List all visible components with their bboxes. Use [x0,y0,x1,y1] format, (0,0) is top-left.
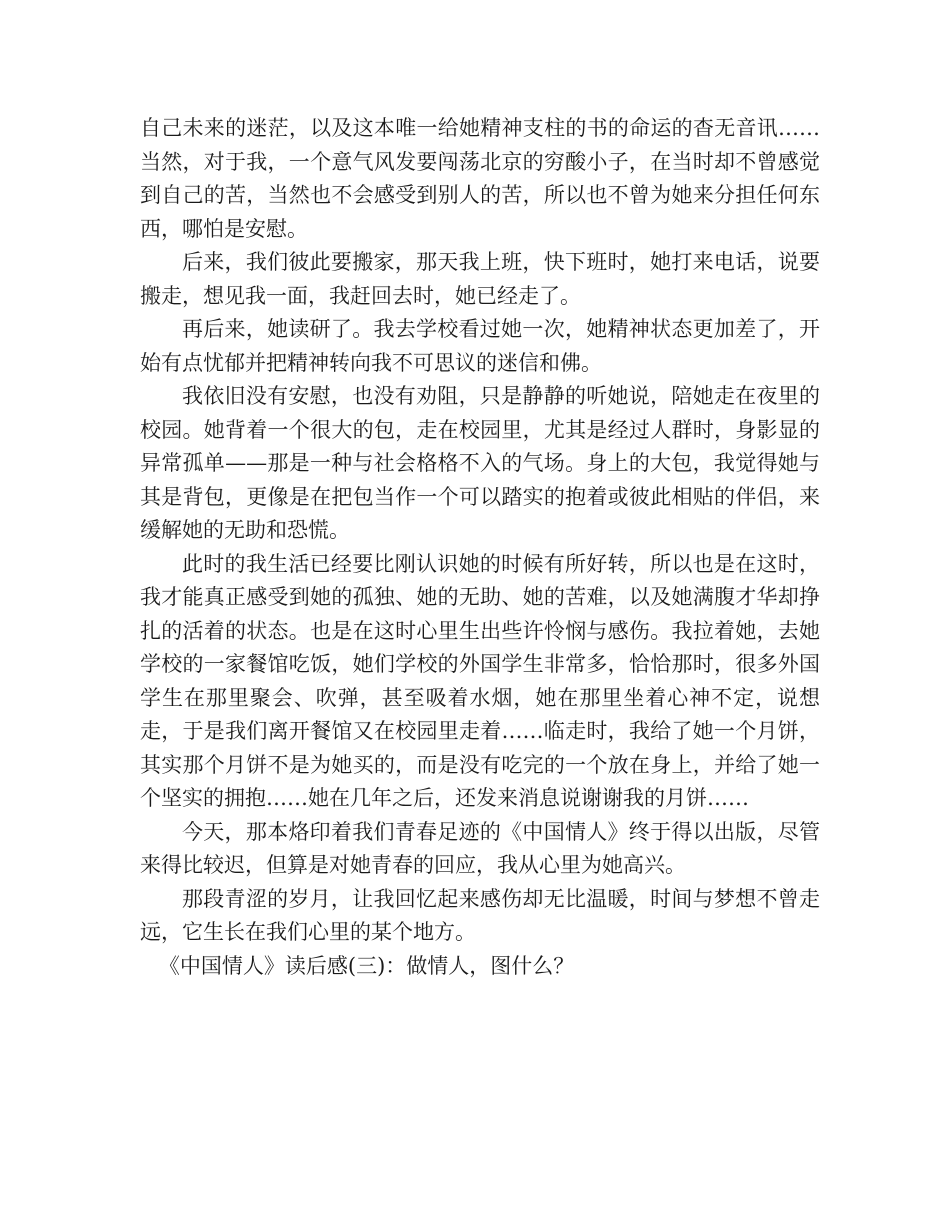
section-heading: 《中国情人》读后感(三)：做情人，图什么？ [158,953,575,978]
body-text [140,112,820,983]
paragraph-5: 此时的我生活已经要比刚认识她的时候有所好转，所以也是在这时，我才能真正感受到她的孤独、她的无助、她的苦难，以及她满腹才华却挣扎的活着的状态。也是在这时心里生出些许怜悯与感伤。我拉着她，去她学校的一家餐馆吃饭，她们学校的外国学生非常多，恰恰那时，很多外国学生在那里聚会、吹弹，甚至吸着水烟，她在那里坐着心神不定，说想走，于是我们离开餐馆又在校园里走着……临走时，我给了她一个月饼，其实那个月饼不是为她买的，而是没有吃完的一个放在身上，并给了她一个坚实的拥抱……她在几年之后，还发来消息说谢谢我的月饼…… [140,551,820,810]
paragraph-7: 那段青涩的岁月，让我回忆起来感伤却无比温暖，时间与梦想不曾走远，它生长在我们心里的某个地方。 [140,886,820,944]
paragraph-3: 再后来，她读研了。我去学校看过她一次，她精神状态更加差了，开始有点忧郁并把精神转向我不可思议的迷信和佛。 [140,317,820,375]
paragraph-1: 自己未来的迷茫，以及这本唯一给她精神支柱的书的命运的杳无音讯……当然，对于我，一个意气风发要闯荡北京的穷酸小子，在当时却不曾感觉到自己的苦，当然也不会感受到别人的苦，所以也不曾为她来分担任何东西，哪怕是安慰。 [140,116,820,241]
paragraph-2: 后来，我们彼此要搬家，那天我上班，快下班时，她打来电话，说要搬走，想见我一面，我赶回去时，她已经走了。 [140,250,820,308]
paragraph-4: 我依旧没有安慰，也没有劝阻，只是静静的听她说，陪她走在夜里的校园。她背着一个很大的包，走在校园里，尤其是经过人群时，身影显的异常孤单——那是一种与社会格格不入的气场。身上的大包，我觉得她与其是背包，更像是在把包当作一个可以踏实的抱着或彼此相贴的伴侣，来缓解她的无助和恐慌。 [140,384,820,542]
paragraph-6: 今天，那本烙印着我们青春足迹的《中国情人》终于得以出版，尽管来得比较迟，但算是对她青春的回应，我从心里为她高兴。 [140,819,820,877]
